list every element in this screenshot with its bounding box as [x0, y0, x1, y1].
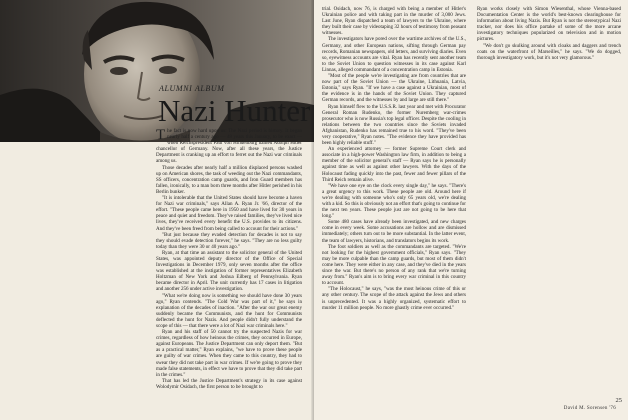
drop-cap: T	[156, 128, 166, 143]
right-page	[314, 0, 628, 420]
paragraph: That has led the Justice Department's strategy in its case against Wolodymir Osidach, the first person to be brought to	[156, 377, 302, 390]
paragraph: Ryan and his staff of 50 cannot try the suspected Nazis for war crimes, regardless of how heinous the crimes, they occurred in Europe, against Europeans. The Justice Department can only deport them. "But as a practical matter," Ryan explains, "we have to prove these people are guilty of war crimes. When they came to this country, they had to swear they did not take part in war crimes. If we're going to prove they made false statements, in effect we have to prove that they did take part in the crimes."	[156, 329, 302, 378]
left-text-column	[156, 128, 302, 412]
page-number: 25	[615, 397, 622, 404]
paragraph-text: he fact is now hard upon us: The Nazi period is history. It began nearly half a century ago — 48 years this January, to be exact — when Reichspresident Paul von Hindenburg named Adolph Hitler chancellor of Germany. Now, after all these years, the Justice Department is cranking up an effort to ferret out the Nazi war criminals among us.	[156, 128, 302, 165]
section-kicker: ALUMNI ALBUM	[159, 84, 225, 93]
paragraph: "What we're doing now is something we should have done 30 years ago," Ryan contends. "The Cold War was part of it," he says in explanation of the decades of inaction. "After the war our great enemy suddenly became the Communists, and the hunt for Communists deflected the hunt for Nazis. And people didn't fully understand the scope of this — that there were a lot of Nazi war criminals here."	[156, 292, 302, 329]
paragraph: An experienced attorney — former Supreme Court clerk and associate in a high-power Washington law firm, in addition to being a member of the solicitor general's staff — Ryan says he is personally against time as well as against other lawyers. With the days of the Holocaust fading quickly into the past, fewer and fewer pillars of the Third Reich remain alive.	[322, 146, 466, 183]
paragraph: "We have one eye on the clock every single day," he says. "There's a great urgency to this work. These people are old. Around here if we're dealing with someone who's only 65 years old, we're dealing with a kid. So this is obviously not an effort that's going to continue for the next ten years. These people just are not going to be here that long."	[322, 182, 466, 220]
paragraph: The investigators have pored over the wartime archives of the U.S., Germany, and other European nations, sifting through German pay records, Romanian newspapers, old letters, and surviving diaries. Even so, eyewitness accounts are vital. Ryan has recently sent another team to the Soviet Union to question witnesses in its case against Karl Linnas, alleged commandant of a concentration camp in Estonia.	[322, 36, 466, 73]
paragraph	[156, 128, 302, 165]
paragraph: "It is intolerable that the United States should have become a haven for Nazi war criminals," says Allan A. Ryan Jr. '66, director of the effort. "These people came here in 1950 and have lived for 30 years in peace and quiet and freedom. They've raised families, they've lived nice lives, they've received every benefit the U.S. provides to its citizens. And they've been freed from being called to account for their actions."	[156, 195, 302, 232]
article-title: Nazi Hunter	[158, 93, 311, 128]
author-byline: David M. Sorensen '76	[563, 406, 616, 411]
paragraph: "Most of the people we're investigating are from countries that are now part of the Soviet Union — the Ukraine, Lithuania, Latvia, Estonia," says Ryan. "If we have a case against a Ukrainian, most of the evidence is in the hands of the Soviet Union. They captured German records, and the witnesses by and large are still there."	[322, 73, 466, 104]
paragraph: The foot soldiers as well as the commandants are targeted. "We're not looking for the highest government officials," Ryan says. "They may be more culpable than the camp guards, but most of them didn't come here. They were either in any case, and they've died in the years since the war. But there's no person of any rank that we're turning away from." Ryan's aim is to bring every war criminal in this country to account.	[322, 243, 466, 287]
paragraph: Those decades after nearly half a million displaced persons washed up on American shores, the task of weeding out the Nazi commandants, SS officers, concentration camp guards, and Iron Guard members has fallen, ironically, to a man born three months after Hitler perished in his Berlin bunker.	[156, 164, 302, 195]
paragraph: "The Holocaust," he says, "was the most heinous crime of this or any other century. The scope of the attack against the Jews and others is unprecedented. It was a highly organized, systematic effort to murder 11 million people. No more ghastly crime ever occurred."	[322, 286, 466, 311]
paragraph: Ryan, at that time an assistant to the solicitor general of the United States, was appointed deputy director of the Office of Special Investigations in December 1979, only seven months after the office was established at the instigation of former representatives Elizabeth Holtzman of New York and Joshua Eilberg of Pennsylvania. Ryan became director in April. The unit currently has 17 cases in litigation and another 256 under active investigation.	[156, 249, 302, 293]
paragraph: Ryan himself flew to the U.S.S.R. last year and met with Procurator General Roman Rudenko, the former Nuremberg war-crimes prosecutor who is now Russia's top legal officer. Despite the cooling in relations between the two countries since the Soviets invaded Afghanistan, Rudenko has remained true to his word. "They've been very cooperative," Ryan notes. "The evidence they have provided has been highly reliable stuff."	[322, 103, 466, 147]
right-text-column-1	[322, 6, 466, 412]
paragraph: trial. Osidach, now 76, is charged with being a member of Hitler's Ukrainian police and with taking part in the murder of 3,000 Jews. Last June, Ryan dispatched a team of lawyers to the Ukraine, where they built their case by videotaping 32 hours of testimony from peasant witnesses.	[322, 6, 466, 37]
paragraph: "But just because they evaded detection for decades is not to say they should evade detection forever," he says. "They are no less guilty today than they were 30 or 40 years ago."	[156, 231, 302, 250]
right-text-column-2	[477, 6, 621, 405]
paragraph: Ryan works closely with Simon Wiesenthal, whose Vienna-based Documentation Center is the world's best-known clearinghouse for information about living Nazis. But Ryan is not the stereotypical Nazi tracker, nor does his office partake of some of the more arcane investigatory techniques popularized on television and in motion pictures.	[477, 6, 621, 43]
paragraph: Some 480 cases have already been investigated, and new charges come in every week. Some accusations are hollow and are dismissed immediately; others turn out to be more substantial. In the latter event, the team of lawyers, historians, and translators begins its work.	[322, 219, 466, 244]
paragraph: "We don't go skulking around with cloaks and daggers and trench coats on the waterfront of Marseilles," he says. "We do dogged, thorough investigatory work, but it's not very glamorous."	[477, 42, 621, 61]
